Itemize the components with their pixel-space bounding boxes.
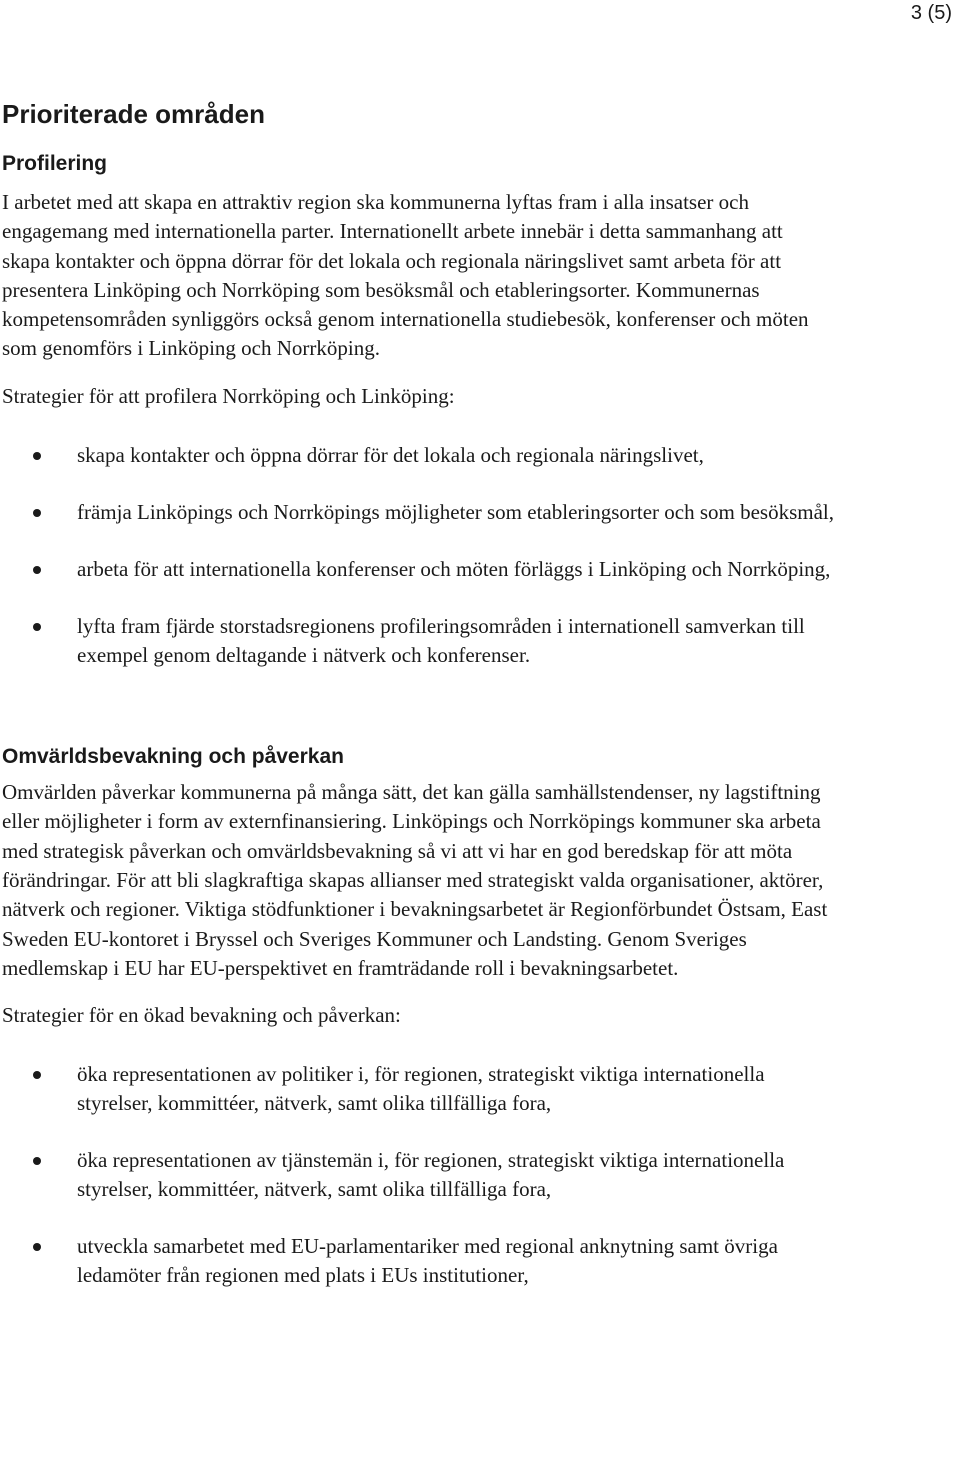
bullet-icon	[33, 623, 41, 631]
list-item-text: lyfta fram fjärde storstadsregionens profileringsområden i internationell samverkan till exempel genom deltagande i nätverk och konferenser.	[77, 614, 805, 668]
section-title-omvarld: Omvärldsbevakning och påverkan	[2, 745, 344, 769]
list-item-text: utveckla samarbetet med EU-parlamentariker med regional anknytning samt övriga ledamöter från regionen med plats i EUs institutioner,	[77, 1234, 778, 1288]
list-item-text: öka representationen av tjänstemän i, för regionen, strategiskt viktiga internationella styrelser, kommittéer, nätverk, samt olika tillfälliga fora,	[77, 1148, 785, 1202]
list-item-text: arbeta för att internationella konferenser och möten förläggs i Linköping och Norrköping,	[77, 557, 831, 582]
bullet-icon	[33, 509, 41, 517]
profilering-paragraph: I arbetet med att skapa en attraktiv region ska kommunerna lyftas fram i alla insatser och engagemang med internationella parter. Internationellt arbete innebär i detta sammanhang att skapa kontakter och öppna dörrar för det lokala och regionala näringslivet samt arbeta för att presentera Linköping och Norrköping som besöksmål och etableringsorter. Kommunernas kompetensområden synliggörs också genom internationella studiebesök, konferenser och möten som genomförs i Linköping och Norrköping.	[2, 190, 809, 361]
bullet-icon	[33, 1243, 41, 1251]
list-item	[2, 498, 952, 527]
list-item-text: skapa kontakter och öppna dörrar för det lokala och regionala näringslivet,	[77, 443, 704, 468]
omvarld-strategies-intro: Strategier för en ökad bevakning och påverkan:	[2, 1003, 401, 1028]
list-item-text: öka representationen av politiker i, för regionen, strategiskt viktiga internationella styrelser, kommittéer, nätverk, samt olika tillfälliga fora,	[77, 1062, 765, 1116]
list-item	[2, 1232, 952, 1290]
page-heading: Prioriterade områden	[2, 99, 265, 129]
list-item	[2, 612, 952, 670]
section-title-profilering: Profilering	[2, 152, 108, 175]
document-body	[2, 96, 952, 1318]
list-item	[2, 555, 952, 584]
list-item	[2, 1146, 952, 1204]
bullet-icon	[33, 1157, 41, 1165]
list-item-text: främja Linköpings och Norrköpings möjligheter som etableringsorter och som besöksmål,	[77, 500, 835, 525]
bullet-icon	[33, 1071, 41, 1079]
omvarld-bullet-list	[2, 1060, 952, 1290]
profilering-strategies-intro: Strategier för att profilera Norrköping och Linköping:	[2, 383, 455, 408]
bullet-icon	[33, 452, 41, 460]
list-item	[2, 1060, 952, 1118]
bullet-icon	[33, 566, 41, 574]
list-item	[2, 441, 952, 470]
page-number: 3 (5)	[910, 2, 952, 24]
profilering-bullet-list	[2, 441, 952, 670]
omvarld-paragraph: Omvärlden påverkar kommunerna på många sätt, det kan gälla samhällstendenser, ny lagstiftning eller möjligheter i form av externfinansiering. Linköpings och Norrköpings kommuner ska arbeta med strategisk påverkan och omvärldsbevakning så vi att vi har en god beredskap för att möta förändringar. För att bli slagkraftiga skapas allianser med strategiskt valda organisationer, aktörer, nätverk och regioner. Viktiga stödfunktioner i bevakningsarbetet är Regionförbundet Östsam, East Sweden EU-kontoret i Bryssel och Sveriges Kommuner och Landsting. Genom Sveriges medlemskap i EU har EU-perspektivet en framträdande roll i bevakningsarbetet.	[2, 780, 828, 980]
